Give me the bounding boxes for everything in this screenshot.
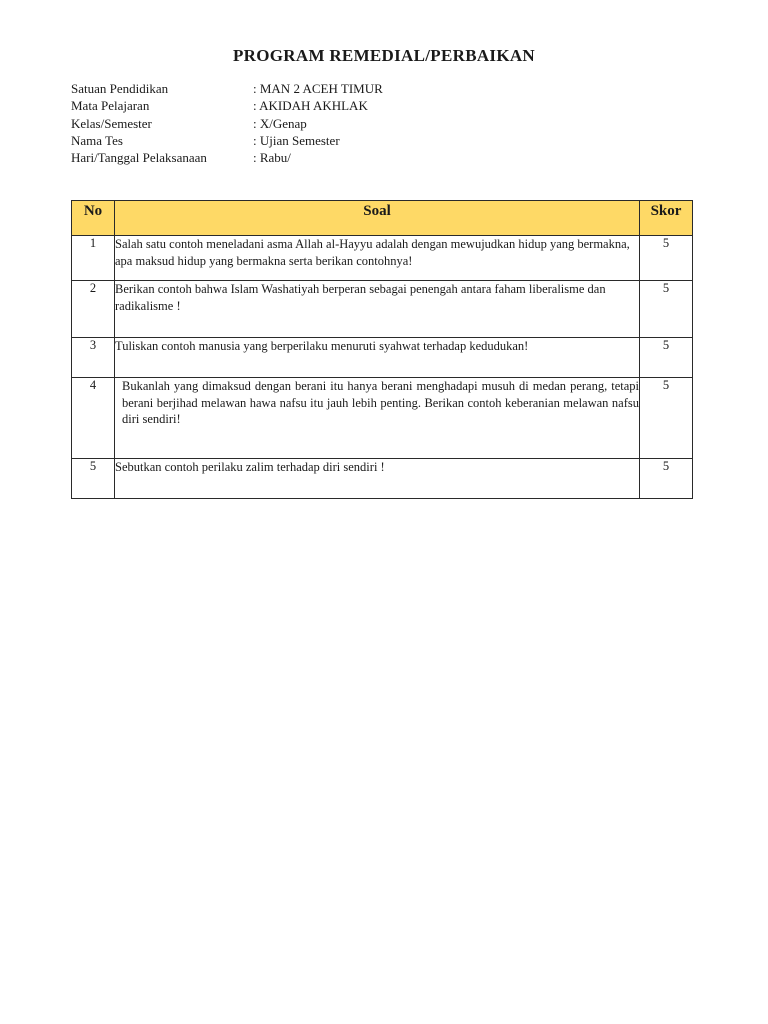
question-text: Berikan contoh bahwa Islam Washatiyah berperan sebagai penengah antara faham liberalisme dan radikalisme !: [115, 281, 640, 338]
table-row: [72, 236, 693, 281]
table-row: [72, 459, 693, 499]
info-row-tes: [71, 132, 383, 149]
info-value: : Rabu/: [253, 150, 291, 166]
table-header-row: [72, 201, 693, 236]
info-label: Mata Pelajaran: [71, 98, 150, 114]
info-label: Satuan Pendidikan: [71, 81, 169, 96]
row-number: 3: [72, 338, 115, 378]
row-number: 1: [72, 236, 115, 281]
question-text: Salah satu contoh meneladani asma Allah al-Hayyu adalah dengan mewujudkan hidup yang bermakna, apa maksud hidup yang bermakna serta berikan contohnya!: [115, 236, 640, 281]
row-number: 4: [72, 378, 115, 459]
info-value: : X/Genap: [253, 115, 307, 131]
info-label: Kelas/Semester: [71, 115, 152, 131]
question-text: Sebutkan contoh perilaku zalim terhadap diri sendiri !: [115, 459, 640, 499]
info-row-tanggal: [71, 149, 383, 166]
info-block: [71, 80, 383, 166]
row-score: 5: [640, 378, 693, 459]
row-number: 5: [72, 459, 115, 499]
row-score: 5: [640, 459, 693, 499]
info-value: : AKIDAH AKHLAK: [253, 98, 368, 114]
row-score: 5: [640, 281, 693, 338]
info-value: : MAN 2 ACEH TIMUR: [253, 81, 383, 96]
question-table: [71, 200, 693, 499]
info-row-satuan: [71, 80, 383, 97]
row-score: 5: [640, 236, 693, 281]
row-score: 5: [640, 338, 693, 378]
question-text: Tuliskan contoh manusia yang berperilaku menuruti syahwat terhadap kedudukan!: [115, 338, 640, 378]
info-row-mapel: [71, 97, 383, 114]
table-row: [72, 378, 693, 459]
document-title: PROGRAM REMEDIAL/PERBAIKAN: [233, 46, 535, 65]
table-row: [72, 281, 693, 338]
info-label: Nama Tes: [71, 132, 123, 148]
header-skor: Skor: [640, 201, 693, 236]
row-number: 2: [72, 281, 115, 338]
table-row: [72, 338, 693, 378]
header-no: No: [72, 201, 115, 236]
question-text: Bukanlah yang dimaksud dengan berani itu hanya berani menghadapi musuh di medan perang, tetapi berani berjihad melawan hawa nafsu itu jauh lebih penting. Berikan contoh keberanian melawan nafsu diri sendiri!: [115, 378, 640, 459]
info-row-kelas: [71, 115, 383, 132]
info-label: Hari/Tanggal Pelaksanaan: [71, 150, 207, 166]
info-value: : Ujian Semester: [253, 132, 340, 148]
header-soal: Soal: [115, 201, 640, 236]
